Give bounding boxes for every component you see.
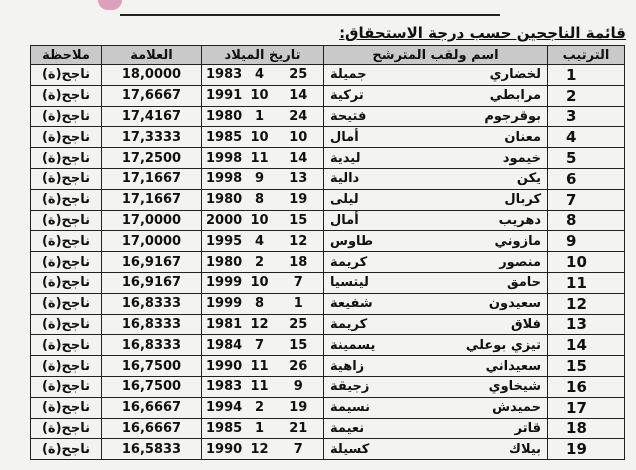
table-body	[31, 65, 625, 460]
cell-birth-day: 24	[274, 106, 324, 127]
cell-grade: 17,0000	[102, 210, 202, 231]
cell-grade: 16,5833	[102, 439, 202, 460]
cell-birth-year: 1983	[202, 65, 246, 86]
cell-grade: 17,1667	[102, 168, 202, 189]
cell-birth-year: 1980	[202, 189, 246, 210]
cell-birth-month: 11	[246, 148, 274, 169]
cell-birth-month: 11	[246, 356, 274, 377]
cell-birth-month: 4	[246, 231, 274, 252]
cell-birth-month: 1	[246, 418, 274, 439]
cell-grade: 16,8333	[102, 314, 202, 335]
table-header-row	[31, 46, 625, 65]
table-row	[31, 106, 625, 127]
table-row	[31, 314, 625, 335]
cell-birth-year: 1983	[202, 376, 246, 397]
table-row	[31, 168, 625, 189]
cell-grade: 17,2500	[102, 148, 202, 169]
cell-rank: 15	[548, 356, 625, 377]
cell-rank: 6	[548, 168, 625, 189]
cell-grade: 16,8333	[102, 293, 202, 314]
cell-birth-day: 19	[274, 397, 324, 418]
cell-rank: 5	[548, 148, 625, 169]
cell-first-name: زجيقة	[324, 376, 412, 397]
cell-last-name: تيزي بوعلي	[412, 335, 548, 356]
cell-birth-month: 1	[246, 106, 274, 127]
cell-rank: 3	[548, 106, 625, 127]
cell-grade: 18,0000	[102, 65, 202, 86]
cell-first-name: ليلى	[324, 189, 412, 210]
cell-birth-year: 1981	[202, 314, 246, 335]
cell-last-name: حامق	[412, 272, 548, 293]
cell-rank: 11	[548, 272, 625, 293]
cell-first-name: زاهية	[324, 356, 412, 377]
results-table	[30, 45, 625, 460]
header-grade: العلامة	[102, 46, 202, 65]
cell-birth-day: 26	[274, 356, 324, 377]
table-row	[31, 439, 625, 460]
cell-rank: 1	[548, 65, 625, 86]
cell-grade: 16,7500	[102, 376, 202, 397]
cell-last-name: شيخاوي	[412, 376, 548, 397]
cell-birth-month: 9	[246, 168, 274, 189]
cell-grade: 16,9167	[102, 272, 202, 293]
cell-birth-month: 4	[246, 65, 274, 86]
cell-rank: 12	[548, 293, 625, 314]
cell-first-name: فتيحة	[324, 106, 412, 127]
cell-birth-day: 9	[274, 376, 324, 397]
cell-grade: 16,6667	[102, 397, 202, 418]
cell-first-name: أمال	[324, 127, 412, 148]
cell-birth-year: 1998	[202, 168, 246, 189]
cell-note: ناجح(ة)	[31, 397, 102, 418]
cell-birth-day: 13	[274, 168, 324, 189]
table-row	[31, 210, 625, 231]
cell-birth-month: 10	[246, 127, 274, 148]
table-row	[31, 272, 625, 293]
cell-note: ناجح(ة)	[31, 127, 102, 148]
cell-birth-year: 2000	[202, 210, 246, 231]
cell-birth-month: 8	[246, 189, 274, 210]
cell-birth-month: 10	[246, 85, 274, 106]
cell-last-name: لخضاري	[412, 65, 548, 86]
cell-birth-year: 1985	[202, 418, 246, 439]
cell-note: ناجح(ة)	[31, 148, 102, 169]
cell-note: ناجح(ة)	[31, 293, 102, 314]
cell-first-name: يسمينة	[324, 335, 412, 356]
cell-first-name: ليدية	[324, 148, 412, 169]
cell-grade: 16,7500	[102, 356, 202, 377]
stamp-mark	[98, 0, 122, 10]
cell-birth-year: 1984	[202, 335, 246, 356]
cell-first-name: كريمة	[324, 252, 412, 273]
cell-first-name: طاوس	[324, 231, 412, 252]
table-row	[31, 397, 625, 418]
table-row	[31, 293, 625, 314]
cell-note: ناجح(ة)	[31, 314, 102, 335]
cell-rank: 18	[548, 418, 625, 439]
cell-birth-day: 15	[274, 335, 324, 356]
table-row	[31, 356, 625, 377]
cell-first-name: نسيمة	[324, 397, 412, 418]
cell-grade: 17,0000	[102, 231, 202, 252]
cell-birth-month: 11	[246, 376, 274, 397]
cell-rank: 16	[548, 376, 625, 397]
header-name: اسم ولقب المترشح	[324, 46, 548, 65]
cell-birth-year: 1990	[202, 356, 246, 377]
cell-birth-day: 18	[274, 252, 324, 273]
cell-note: ناجح(ة)	[31, 439, 102, 460]
cell-note: ناجح(ة)	[31, 168, 102, 189]
header-dob: تاريخ الميلاد	[202, 46, 324, 65]
table-row	[31, 127, 625, 148]
cell-birth-month: 10	[246, 272, 274, 293]
cell-birth-month: 10	[246, 210, 274, 231]
cell-last-name: كربال	[412, 189, 548, 210]
cell-note: ناجح(ة)	[31, 210, 102, 231]
cell-birth-year: 1994	[202, 397, 246, 418]
cell-rank: 17	[548, 397, 625, 418]
cell-birth-day: 25	[274, 65, 324, 86]
cell-first-name: كسيلة	[324, 439, 412, 460]
cell-note: ناجح(ة)	[31, 356, 102, 377]
cell-rank: 19	[548, 439, 625, 460]
cell-rank: 14	[548, 335, 625, 356]
cell-first-name: دالية	[324, 168, 412, 189]
cell-birth-year: 1990	[202, 439, 246, 460]
cell-birth-month: 2	[246, 252, 274, 273]
cell-rank: 4	[548, 127, 625, 148]
cell-grade: 16,9167	[102, 252, 202, 273]
cell-note: ناجح(ة)	[31, 65, 102, 86]
cell-rank: 7	[548, 189, 625, 210]
cell-first-name: كريمة	[324, 314, 412, 335]
cell-birth-day: 10	[274, 127, 324, 148]
cell-grade: 17,4167	[102, 106, 202, 127]
cell-note: ناجح(ة)	[31, 335, 102, 356]
table-row	[31, 85, 625, 106]
cell-last-name: حميدش	[412, 397, 548, 418]
cell-last-name: قاتر	[412, 418, 548, 439]
header-rule	[120, 0, 500, 16]
cell-grade: 16,6667	[102, 418, 202, 439]
cell-birth-day: 25	[274, 314, 324, 335]
cell-birth-day: 14	[274, 148, 324, 169]
cell-note: ناجح(ة)	[31, 376, 102, 397]
cell-note: ناجح(ة)	[31, 272, 102, 293]
cell-first-name: شفيعة	[324, 293, 412, 314]
cell-last-name: بيلاك	[412, 439, 548, 460]
cell-last-name: دهريب	[412, 210, 548, 231]
table-row	[31, 376, 625, 397]
cell-rank: 9	[548, 231, 625, 252]
table-row	[31, 148, 625, 169]
cell-first-name: نعيمة	[324, 418, 412, 439]
cell-rank: 13	[548, 314, 625, 335]
cell-birth-day: 19	[274, 189, 324, 210]
cell-first-name: أمال	[324, 210, 412, 231]
table-row	[31, 335, 625, 356]
cell-birth-year: 1980	[202, 106, 246, 127]
table-row	[31, 189, 625, 210]
cell-last-name: مرابطي	[412, 85, 548, 106]
header-rank: الترتيب	[548, 46, 625, 65]
cell-grade: 17,3333	[102, 127, 202, 148]
cell-note: ناجح(ة)	[31, 252, 102, 273]
table-row	[31, 65, 625, 86]
cell-note: ناجح(ة)	[31, 106, 102, 127]
cell-birth-year: 1991	[202, 85, 246, 106]
cell-birth-year: 1999	[202, 293, 246, 314]
cell-note: ناجح(ة)	[31, 189, 102, 210]
cell-birth-month: 8	[246, 293, 274, 314]
cell-last-name: يكن	[412, 168, 548, 189]
cell-birth-day: 1	[274, 293, 324, 314]
cell-grade: 17,6667	[102, 85, 202, 106]
cell-note: ناجح(ة)	[31, 85, 102, 106]
cell-first-name: جميلة	[324, 65, 412, 86]
cell-birth-day: 14	[274, 85, 324, 106]
cell-birth-month: 2	[246, 397, 274, 418]
cell-last-name: بوقرجوم	[412, 106, 548, 127]
table-row	[31, 231, 625, 252]
cell-last-name: سعيداني	[412, 356, 548, 377]
cell-note: ناجح(ة)	[31, 231, 102, 252]
cell-birth-year: 1985	[202, 127, 246, 148]
cell-grade: 16,8333	[102, 335, 202, 356]
cell-last-name: خيمود	[412, 148, 548, 169]
cell-note: ناجح(ة)	[31, 418, 102, 439]
cell-birth-day: 15	[274, 210, 324, 231]
cell-last-name: معنان	[412, 127, 548, 148]
cell-birth-year: 1995	[202, 231, 246, 252]
cell-rank: 2	[548, 85, 625, 106]
cell-last-name: منصور	[412, 252, 548, 273]
cell-birth-day: 7	[274, 272, 324, 293]
cell-birth-month: 12	[246, 314, 274, 335]
cell-birth-year: 1980	[202, 252, 246, 273]
cell-birth-year: 1998	[202, 148, 246, 169]
cell-birth-day: 12	[274, 231, 324, 252]
cell-last-name: مازوني	[412, 231, 548, 252]
cell-birth-day: 7	[274, 439, 324, 460]
cell-last-name: سعيدون	[412, 293, 548, 314]
cell-birth-day: 21	[274, 418, 324, 439]
cell-last-name: فلاق	[412, 314, 548, 335]
page-title: قائمة الناجحين حسب درجة الاستحقاق:	[339, 24, 626, 42]
table-row	[31, 418, 625, 439]
cell-first-name: تركية	[324, 85, 412, 106]
cell-rank: 8	[548, 210, 625, 231]
cell-rank: 10	[548, 252, 625, 273]
cell-first-name: ليتسيا	[324, 272, 412, 293]
cell-birth-month: 12	[246, 439, 274, 460]
header-note: ملاحظة	[31, 46, 102, 65]
cell-birth-month: 7	[246, 335, 274, 356]
cell-grade: 17,1667	[102, 189, 202, 210]
table-row	[31, 252, 625, 273]
cell-birth-year: 1999	[202, 272, 246, 293]
